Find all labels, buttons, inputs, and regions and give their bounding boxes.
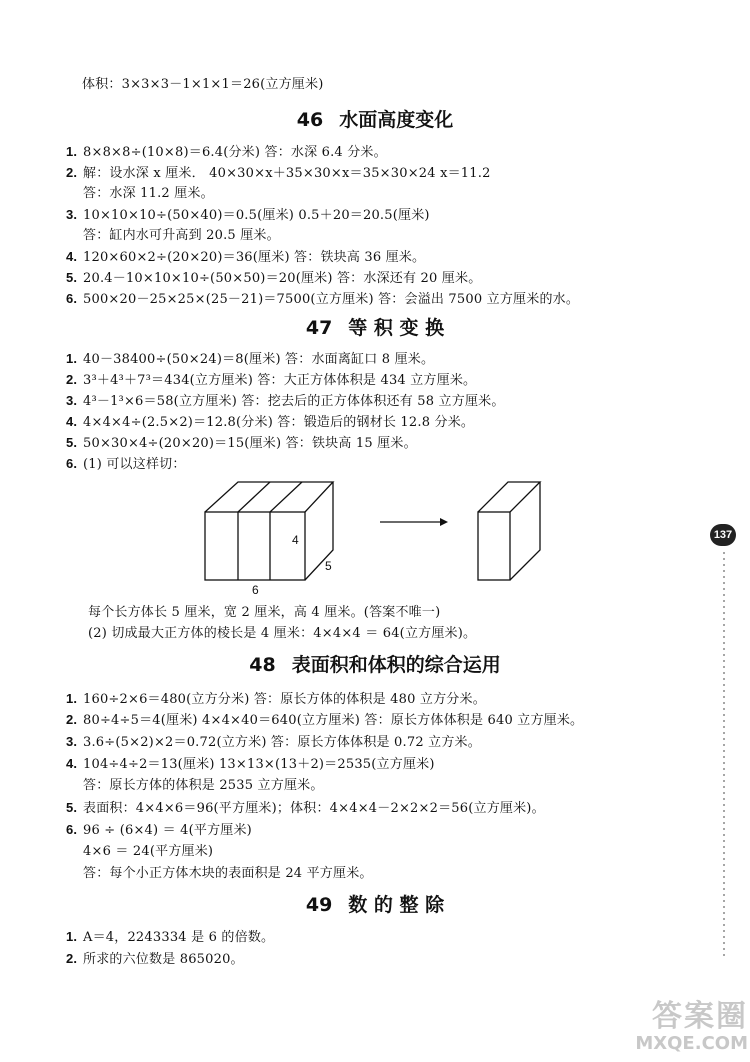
section-title: 数 的 整 除 <box>348 894 445 916</box>
section-title: 水面高度变化 <box>339 109 454 131</box>
page-number: 137 <box>710 524 736 546</box>
answer-line: 3. 10×10×10÷(50×40)＝0.5(厘米) 0.5＋20＝20.5(厘米) <box>66 207 430 223</box>
section-number: 49 <box>305 894 333 916</box>
section-49-heading <box>0 893 750 917</box>
answer-line: 4×6 ＝ 24(平方厘米) <box>83 844 214 859</box>
volume-line: 体积：3×3×3－1×1×1＝26(立方厘米) <box>82 77 324 92</box>
answer-line: 4. 4×4×4÷(2.5×2)＝12.8(分米) 答：锻造后的钢材长 12.8 分米。 <box>66 414 475 430</box>
height-label: 4 <box>292 533 299 547</box>
answer-line: 5. 20.4－10×10×10÷(50×50)＝20(厘米) 答：水深还有 20 厘米。 <box>66 270 482 286</box>
answer-line: 4. 120×60×2÷(20×20)＝36(厘米) 答：铁块高 36 厘米。 <box>66 249 426 265</box>
answer-line: 1. 160÷2×6＝480(立方分米) 答：原长方体的体积是 480 立方分米。 <box>66 691 486 707</box>
section-47-heading <box>0 316 750 340</box>
answer-line: 1. 8×8×8÷(10×8)＝6.4(分米) 答：水深 6.4 分米。 <box>66 144 387 160</box>
answer-line: 5. 表面积：4×4×6＝96(平方厘米)；体积：4×4×4－2×2×2＝56(立方厘米)。 <box>66 800 545 816</box>
width-label: 5 <box>325 559 332 573</box>
section-title: 等 积 变 换 <box>348 317 445 339</box>
answer-line: 2. 所求的六位数是 865020。 <box>66 951 244 967</box>
slice-front-face <box>478 512 510 580</box>
answer-line: 答：每个小正方体木块的表面积是 24 平方厘米。 <box>83 866 373 881</box>
length-label: 6 <box>252 583 259 597</box>
answer-line: 2. 解：设水深 x 厘米． 40×30×x＋35×30×x＝35×30×24 x＝11.2 <box>66 165 491 181</box>
section-number: 47 <box>305 317 333 339</box>
answer-line: 6. 500×20－25×25×(25－21)＝7500(立方厘米) 答：会溢出 7500 立方厘米的水。 <box>66 291 580 307</box>
answer-line: 1. 40－38400÷(50×24)＝8(厘米) 答：水面离缸口 8 厘米。 <box>66 351 435 367</box>
answer-line: 6. (1) 可以这样切： <box>66 456 186 472</box>
section-number: 46 <box>296 109 324 131</box>
section-46-heading <box>0 108 750 132</box>
section-title: 表面积和体积的综合运用 <box>291 654 501 676</box>
answer-line: 6. 96 ÷ (6×4) ＝ 4(平方厘米) <box>66 822 252 838</box>
cuboid-front-face <box>205 512 305 580</box>
section-48-heading <box>0 653 750 677</box>
answer-line: 答：水深 11.2 厘米。 <box>83 186 214 201</box>
answer-line: 3. 3.6÷(5×2)×2＝0.72(立方米) 答：原长方体体积是 0.72 立方米。 <box>66 734 481 750</box>
cuboid-cutting-figure <box>200 472 560 600</box>
answer-line: 4. 104÷4÷2＝13(厘米) 13×13×(13＋2)＝2535(立方厘米) <box>66 756 435 772</box>
answer-line: 答：缸内水可升高到 20.5 厘米。 <box>83 228 280 243</box>
dotted-margin-rail <box>723 550 725 960</box>
answer-line: 每个长方体长 5 厘米，宽 2 厘米，高 4 厘米。(答案不唯一) <box>88 605 441 620</box>
answer-line: 2. 80÷4÷5＝4(厘米) 4×4×40＝640(立方厘米) 答：原长方体体积是 640 立方厘米。 <box>66 712 584 728</box>
answer-line: 3. 4³－1³×6＝58(立方厘米) 答：挖去后的正方体体积还有 58 立方厘米。 <box>66 393 505 409</box>
section-number: 48 <box>249 654 276 676</box>
answer-line: 2. 3³＋4³＋7³＝434(立方厘米) 答：大正方体体积是 434 立方厘米。 <box>66 372 477 388</box>
answer-line: 答：原长方体的体积是 2535 立方厘米。 <box>83 778 324 793</box>
answer-line: (2) 切成最大正方体的棱长是 4 厘米：4×4×4 ＝ 64(立方厘米)。 <box>88 626 477 641</box>
watermark-logo: 答案圈 MXQE.COM <box>635 999 748 1054</box>
answer-line: 5. 50×30×4÷(20×20)＝15(厘米) 答：铁块高 15 厘米。 <box>66 435 417 451</box>
answer-line: 1. A＝4，2243334 是 6 的倍数。 <box>66 929 275 945</box>
